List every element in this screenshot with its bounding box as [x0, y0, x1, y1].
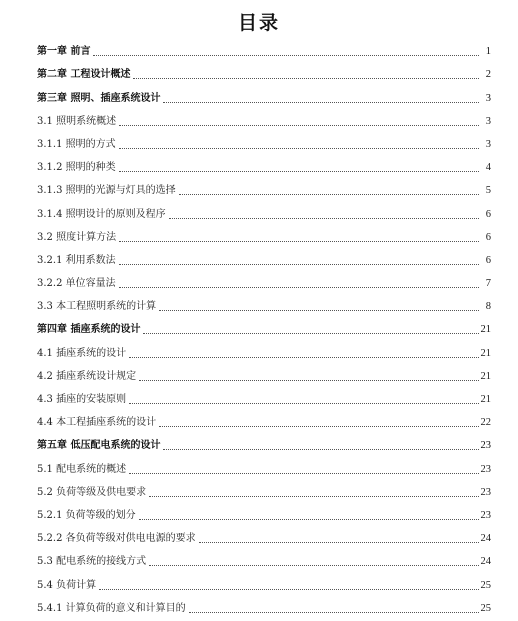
toc-entry-label: 5.2.1 负荷等级的划分 [37, 509, 136, 521]
toc-page-number: 5 [485, 185, 491, 197]
toc-page-number: 24 [480, 533, 491, 545]
toc-dot-leader [139, 518, 479, 520]
toc-dot-leader [119, 240, 479, 242]
toc-dot-leader [149, 564, 478, 566]
toc-page-number: 21 [480, 370, 491, 382]
toc-page-number: 2 [485, 69, 491, 81]
toc-list [37, 36, 491, 616]
toc-dot-leader [119, 263, 479, 265]
toc-section-entry[interactable] [37, 361, 491, 384]
toc-entry-label: 3.1 照明系统概述 [37, 115, 117, 127]
toc-dot-leader [189, 611, 479, 613]
toc-page-number: 21 [480, 347, 491, 359]
toc-entry-label: 4.3 插座的安装原则 [37, 394, 127, 405]
toc-page-number: 23 [480, 486, 491, 498]
toc-chapter-entry[interactable] [37, 82, 491, 105]
toc-entry-label: 5.1 配电系统的概述 [37, 463, 127, 475]
toc-page-number: 3 [485, 138, 491, 150]
toc-entry-label: 3.2.2 单位容量法 [37, 278, 116, 290]
toc-entry-label: 3.1.3 照明的光源与灯具的选择 [37, 185, 176, 197]
toc-chapter-entry[interactable] [37, 59, 491, 82]
toc-section-entry[interactable] [37, 152, 491, 175]
toc-section-entry[interactable] [37, 477, 491, 500]
toc-dot-leader [93, 54, 479, 56]
toc-dot-leader [159, 309, 479, 311]
toc-entry-label: 4.2 插座系统设计规定 [37, 370, 137, 382]
toc-entry-label: 4.4 本工程插座系统的设计 [37, 417, 157, 429]
toc-section-entry[interactable] [37, 593, 491, 616]
toc-dot-leader [129, 472, 478, 474]
toc-dot-leader [143, 332, 478, 334]
toc-section-entry[interactable] [37, 175, 491, 198]
toc-entry-label: 5.4 负荷计算 [37, 579, 97, 591]
toc-dot-leader [99, 588, 478, 590]
toc-section-entry[interactable] [37, 523, 491, 546]
toc-page-number: 21 [480, 394, 491, 405]
toc-section-entry[interactable] [37, 291, 491, 314]
toc-dot-leader [149, 495, 478, 497]
toc-dot-leader [139, 379, 478, 381]
toc-section-entry[interactable] [37, 337, 491, 360]
toc-dot-leader [119, 124, 479, 126]
toc-page-number: 23 [480, 463, 491, 475]
toc-entry-label: 3.1.2 照明的种类 [37, 162, 116, 174]
toc-entry-label: 5.3 配电系统的接线方式 [37, 556, 147, 568]
toc-section-entry[interactable] [37, 198, 491, 221]
toc-dot-leader [119, 170, 479, 172]
toc-entry-label: 5.2 负荷等级及供电要求 [37, 486, 147, 498]
toc-section-entry[interactable] [37, 407, 491, 430]
toc-page-number: 1 [485, 46, 491, 58]
toc-entry-label: 3.2.1 利用系数法 [37, 254, 116, 266]
toc-section-entry[interactable] [37, 129, 491, 152]
toc-page-number: 4 [485, 162, 491, 174]
toc-dot-leader [119, 147, 479, 149]
toc-section-entry[interactable] [37, 384, 491, 407]
toc-section-entry[interactable] [37, 222, 491, 245]
toc-section-entry[interactable] [37, 245, 491, 268]
toc-page-number: 21 [480, 324, 491, 336]
toc-dot-leader [129, 402, 478, 404]
toc-section-entry[interactable] [37, 569, 491, 592]
toc-entry-label: 3.1.4 照明设计的原则及程序 [37, 208, 166, 220]
toc-dot-leader [179, 193, 479, 195]
toc-page-number: 3 [485, 115, 491, 127]
toc-entry-label: 第二章 工程设计概述 [37, 69, 131, 81]
toc-dot-leader [159, 425, 478, 427]
toc-page-number: 6 [485, 208, 491, 220]
toc-entry-label: 第五章 低压配电系统的设计 [37, 440, 161, 452]
toc-dot-leader [129, 356, 478, 358]
toc-page-number: 7 [485, 278, 491, 290]
toc-section-entry[interactable] [37, 106, 491, 129]
toc-page-number: 8 [485, 301, 491, 313]
toc-page-number: 22 [480, 417, 491, 429]
toc-page-number: 3 [485, 92, 491, 104]
toc-dot-leader [199, 541, 479, 543]
toc-chapter-entry[interactable] [37, 36, 491, 59]
toc-page-number: 6 [485, 231, 491, 243]
toc-dot-leader [169, 217, 479, 219]
toc-page-number: 25 [480, 602, 491, 614]
toc-page-number: 23 [480, 440, 491, 452]
toc-title: 目录 [237, 12, 280, 34]
toc-entry-label: 5.2.2 各负荷等级对供电电源的要求 [37, 533, 196, 545]
toc-dot-leader [119, 286, 479, 288]
toc-entry-label: 4.1 插座系统的设计 [37, 347, 127, 359]
toc-entry-label: 第四章 插座系统的设计 [37, 324, 141, 336]
toc-page-number: 23 [480, 509, 491, 521]
toc-entry-label: 5.4.1 计算负荷的意义和计算目的 [37, 602, 186, 614]
toc-page-number: 24 [480, 556, 491, 568]
toc-section-entry[interactable] [37, 268, 491, 291]
toc-entry-label: 3.1.1 照明的方式 [37, 138, 116, 150]
toc-section-entry[interactable] [37, 546, 491, 569]
toc-entry-label: 第一章 前言 [37, 46, 91, 58]
toc-dot-leader [163, 448, 478, 450]
toc-entry-label: 3.3 本工程照明系统的计算 [37, 301, 157, 313]
toc-section-entry[interactable] [37, 453, 491, 476]
toc-chapter-entry[interactable] [37, 314, 491, 337]
toc-dot-leader [163, 101, 479, 103]
toc-page-number: 6 [485, 254, 491, 266]
toc-entry-label: 第三章 照明、插座系统设计 [37, 92, 161, 104]
toc-page-number: 25 [480, 579, 491, 591]
toc-dot-leader [133, 77, 479, 79]
toc-section-entry[interactable] [37, 500, 491, 523]
toc-entry-label: 3.2 照度计算方法 [37, 231, 117, 243]
toc-chapter-entry[interactable] [37, 430, 491, 453]
